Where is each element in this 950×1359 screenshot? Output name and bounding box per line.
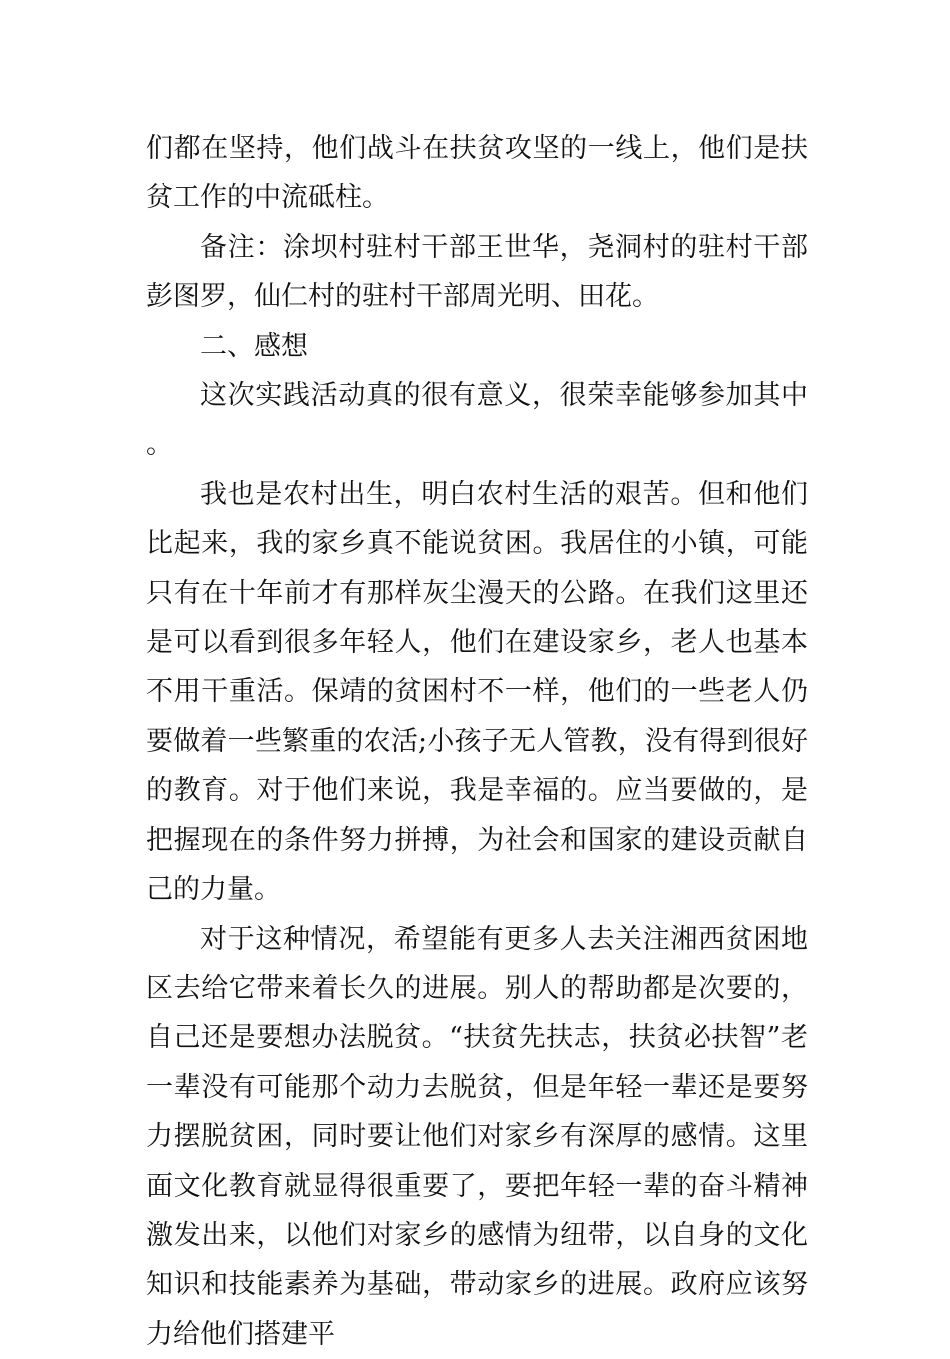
paragraph-suggestion: 对于这种情况，希望能有更多人去关注湘西贫困地区去给它带来着长久的进展。别人的帮助都是次要的，自己还是要想办法脱贫。“扶贫先扶志，扶贫必扶智”老一辈没有可能那个动力去脱贫，但是年轻一辈还是要努力摆脱贫困，同时要让他们对家乡有深厚的感情。这里面文化教育就显得很重要了，要把年轻一辈的奋斗精神激发出来，以他们对家乡的感情为纽带，以自身的文化知识和技能素养为基础，带动家乡的进展。政府应该努力给他们搭建平	[146, 915, 808, 1359]
section-heading: 二、感想	[146, 322, 808, 371]
paragraph-intro: 这次实践活动真的很有意义，很荣幸能够参加其中。	[146, 371, 808, 470]
paragraph-continuation: 们都在坚持，他们战斗在扶贫攻坚的一线上，他们是扶贫工作的中流砥柱。	[146, 124, 808, 223]
paragraph-reflection: 我也是农村出生，明白农村生活的艰苦。但和他们比起来，我的家乡真不能说贫困。我居住的小镇，可能只有在十年前才有那样灰尘漫天的公路。在我们这里还是可以看到很多年轻人，他们在建设家乡，老人也基本不用干重活。保靖的贫困村不一样，他们的一些老人仍要做着一些繁重的农活;小孩子无人管教，没有得到很好的教育。对于他们来说，我是幸福的。应当要做的，是把握现在的条件努力拼搏，为社会和国家的建设贡献自己的力量。	[146, 470, 808, 915]
paragraph-note: 备注：涂坝村驻村干部王世华，尧洞村的驻村干部彭图罗，仙仁村的驻村干部周光明、田花。	[146, 223, 808, 322]
document-page	[146, 124, 808, 1359]
